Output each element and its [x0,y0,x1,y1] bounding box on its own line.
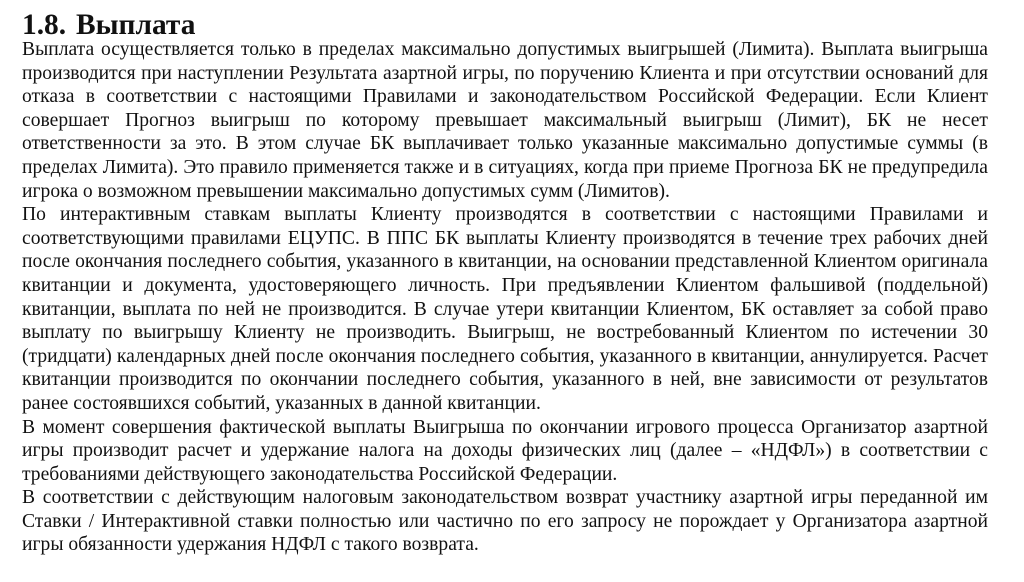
paragraph-payout-limit: Выплата осуществляется только в пределах максимально допустимых выигрышей (Лимита). Выплата выигрыша производится при наступлении Результата азартной игры, по поручению Клиента и при отсутствии оснований для отказа в соответствии с настоящими Правилами и законодательством Российской Федерации. Если Клиент совершает Прогноз выигрыш по которому превышает максимальный выигрыш (Лимит), БК не несет ответственности за это. В этом случае БК выплачивает только указанные максимально допустимые суммы (в пределах Лимита). Это правило применяется также и в ситуациях, когда при приеме Прогноза БК не предупредила игрока о возможном превышении максимально допустимых сумм (Лимитов). [22,39,988,202]
section-number: 1.8. [22,9,67,41]
document-page [22,9,988,557]
section-title: Выплата [76,9,196,41]
paragraph-interactive-bets: По интерактивным ставкам выплаты Клиенту производятся в соответствии с настоящими Правилами и соответствующими правилами ЕЦУПС. В ППС БК выплаты Клиенту производятся в течение трех рабочих дней после окончания последнего события, указанного в квитанции, на основании представленной Клиентом оригинала квитанции и документа, удостоверяющего личность. При предъявлении Клиентом фальшивой (поддельной) квитанции, выплата по ней не производится. В случае утери квитанции Клиентом, БК оставляет за собой право выплату по выигрышу Клиенту не производить. Выигрыш, не востребованный Клиентом по истечении 30 (тридцати) календарных дней после окончания последнего события, указанного в квитанции, аннулируется. Расчет квитанции производится по окончании последнего события, указанного в ней, вне зависимости от результатов ранее состоявшихся событий, указанных в данной квитанции. [22,204,988,414]
section-heading [22,9,988,41]
paragraph-tax-withholding: В момент совершения фактической выплаты Выигрыша по окончании игрового процесса Организатор азартной игры производит расчет и удержание налога на доходы физических лиц (далее – «НДФЛ») в соответствии с требованиями действующего законодательства Российской Федерации. [22,416,988,485]
paragraph-stake-return: В соответствии с действующим налоговым законодательством возврат участнику азартной игры переданной им Ставки / Интерактивной ставки полностью или частично по его запросу не порождает у Организатора азартной игры обязанности удержания НДФЛ с такого возврата. [22,487,988,556]
